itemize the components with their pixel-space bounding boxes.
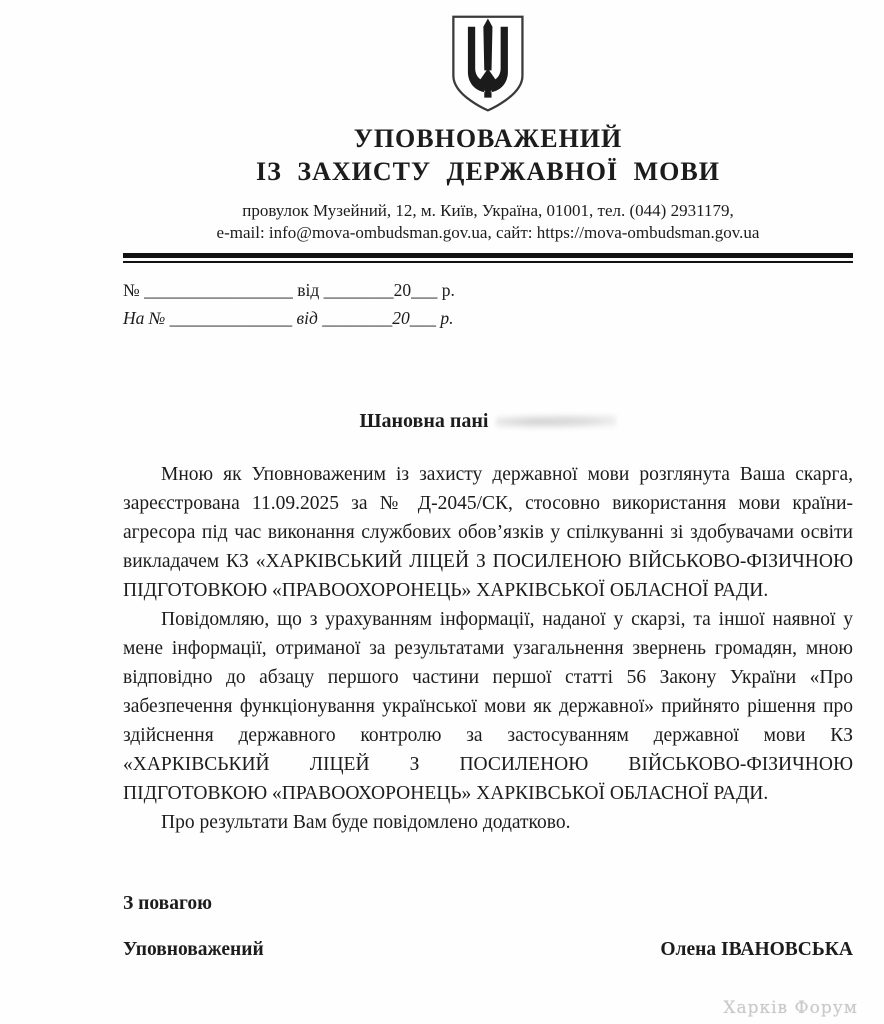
body-paragraph-1: Мною як Уповноваженим із захисту державної мови розглянута Ваша скарга, зареєстрована 11.09.2025 за № Д-2045/СК, стосовно використання мови країни-агресора під час виконання службових обов’язків у спілкуванні зі здобувачами освіти викладачем КЗ «ХАРКІВСЬКИЙ ЛІЦЕЙ З ПОСИЛЕНОЮ ВІЙСЬКОВО-ФІЗИЧНОЮ ПІДГОТОВКОЮ «ПРАВООХОРОНЕЦЬ» ХАРКІВСЬКОЇ ОБЛАСНОЇ РАДИ.: [123, 464, 853, 601]
org-address-line1: провулок Музейний, 12, м. Київ, Україна, 01001, тел. (044) 2931179,: [242, 201, 734, 220]
org-title: [123, 122, 853, 188]
body-paragraph-2: Повідомляю, що з урахуванням інформації, наданої у скарзі, та іншої наявної у мене інформації, отриманої за результатами узагальнення звернень громадян, мною відповідно до абзацу першого частини першої статті 56 Закону України «Про забезпечення функціонування української мови як державної» прийнято рішення про здійснення державного контролю за застосуванням державної мови КЗ «ХАРКІВСЬКИЙ ЛІЦЕЙ З ПОСИЛЕНОЮ ВІЙСЬКОВО-ФІЗИЧНОЮ ПІДГОТОВКОЮ «ПРАВООХОРОНЕЦЬ» ХАРКІВСЬКОЇ ОБЛАСНОЇ РАДИ.: [123, 609, 853, 804]
body-paragraph-3: Про результати Вам буде повідомлено додатково.: [161, 812, 571, 833]
salutation-text: Шановна пані: [359, 410, 489, 432]
org-address-line2: e-mail: info@mova-ombudsman.gov.ua, сайт: https://mova-ombudsman.gov.ua: [216, 223, 760, 242]
redacted-name-blur: [496, 414, 616, 430]
letter-body: [123, 460, 853, 837]
letterhead-divider-rule: [123, 253, 853, 263]
org-title-line2: ІЗ ЗАХИСТУ ДЕРЖАВНОЇ МОВИ: [256, 157, 720, 186]
signer-name: Олена ІВАНОВСЬКА: [660, 939, 853, 960]
reference-block: [123, 276, 853, 332]
reference-reply-line: На № ______________ від ________20___ р.: [123, 308, 454, 328]
forum-watermark: Харків Форум: [723, 998, 858, 1018]
closing-phrase: З повагою: [123, 893, 212, 914]
salutation-line: [123, 410, 853, 433]
letterhead-emblem-wrap: [123, 14, 853, 116]
signature-row: [123, 939, 853, 961]
reference-number-line: № _________________ від ________20___ р.: [123, 280, 455, 300]
org-title-line1: УПОВНОВАЖЕНИЙ: [353, 124, 623, 153]
org-address: [123, 200, 853, 244]
ukraine-trident-shield-emblem: [447, 14, 529, 114]
signer-title: Уповноважений: [123, 939, 264, 960]
